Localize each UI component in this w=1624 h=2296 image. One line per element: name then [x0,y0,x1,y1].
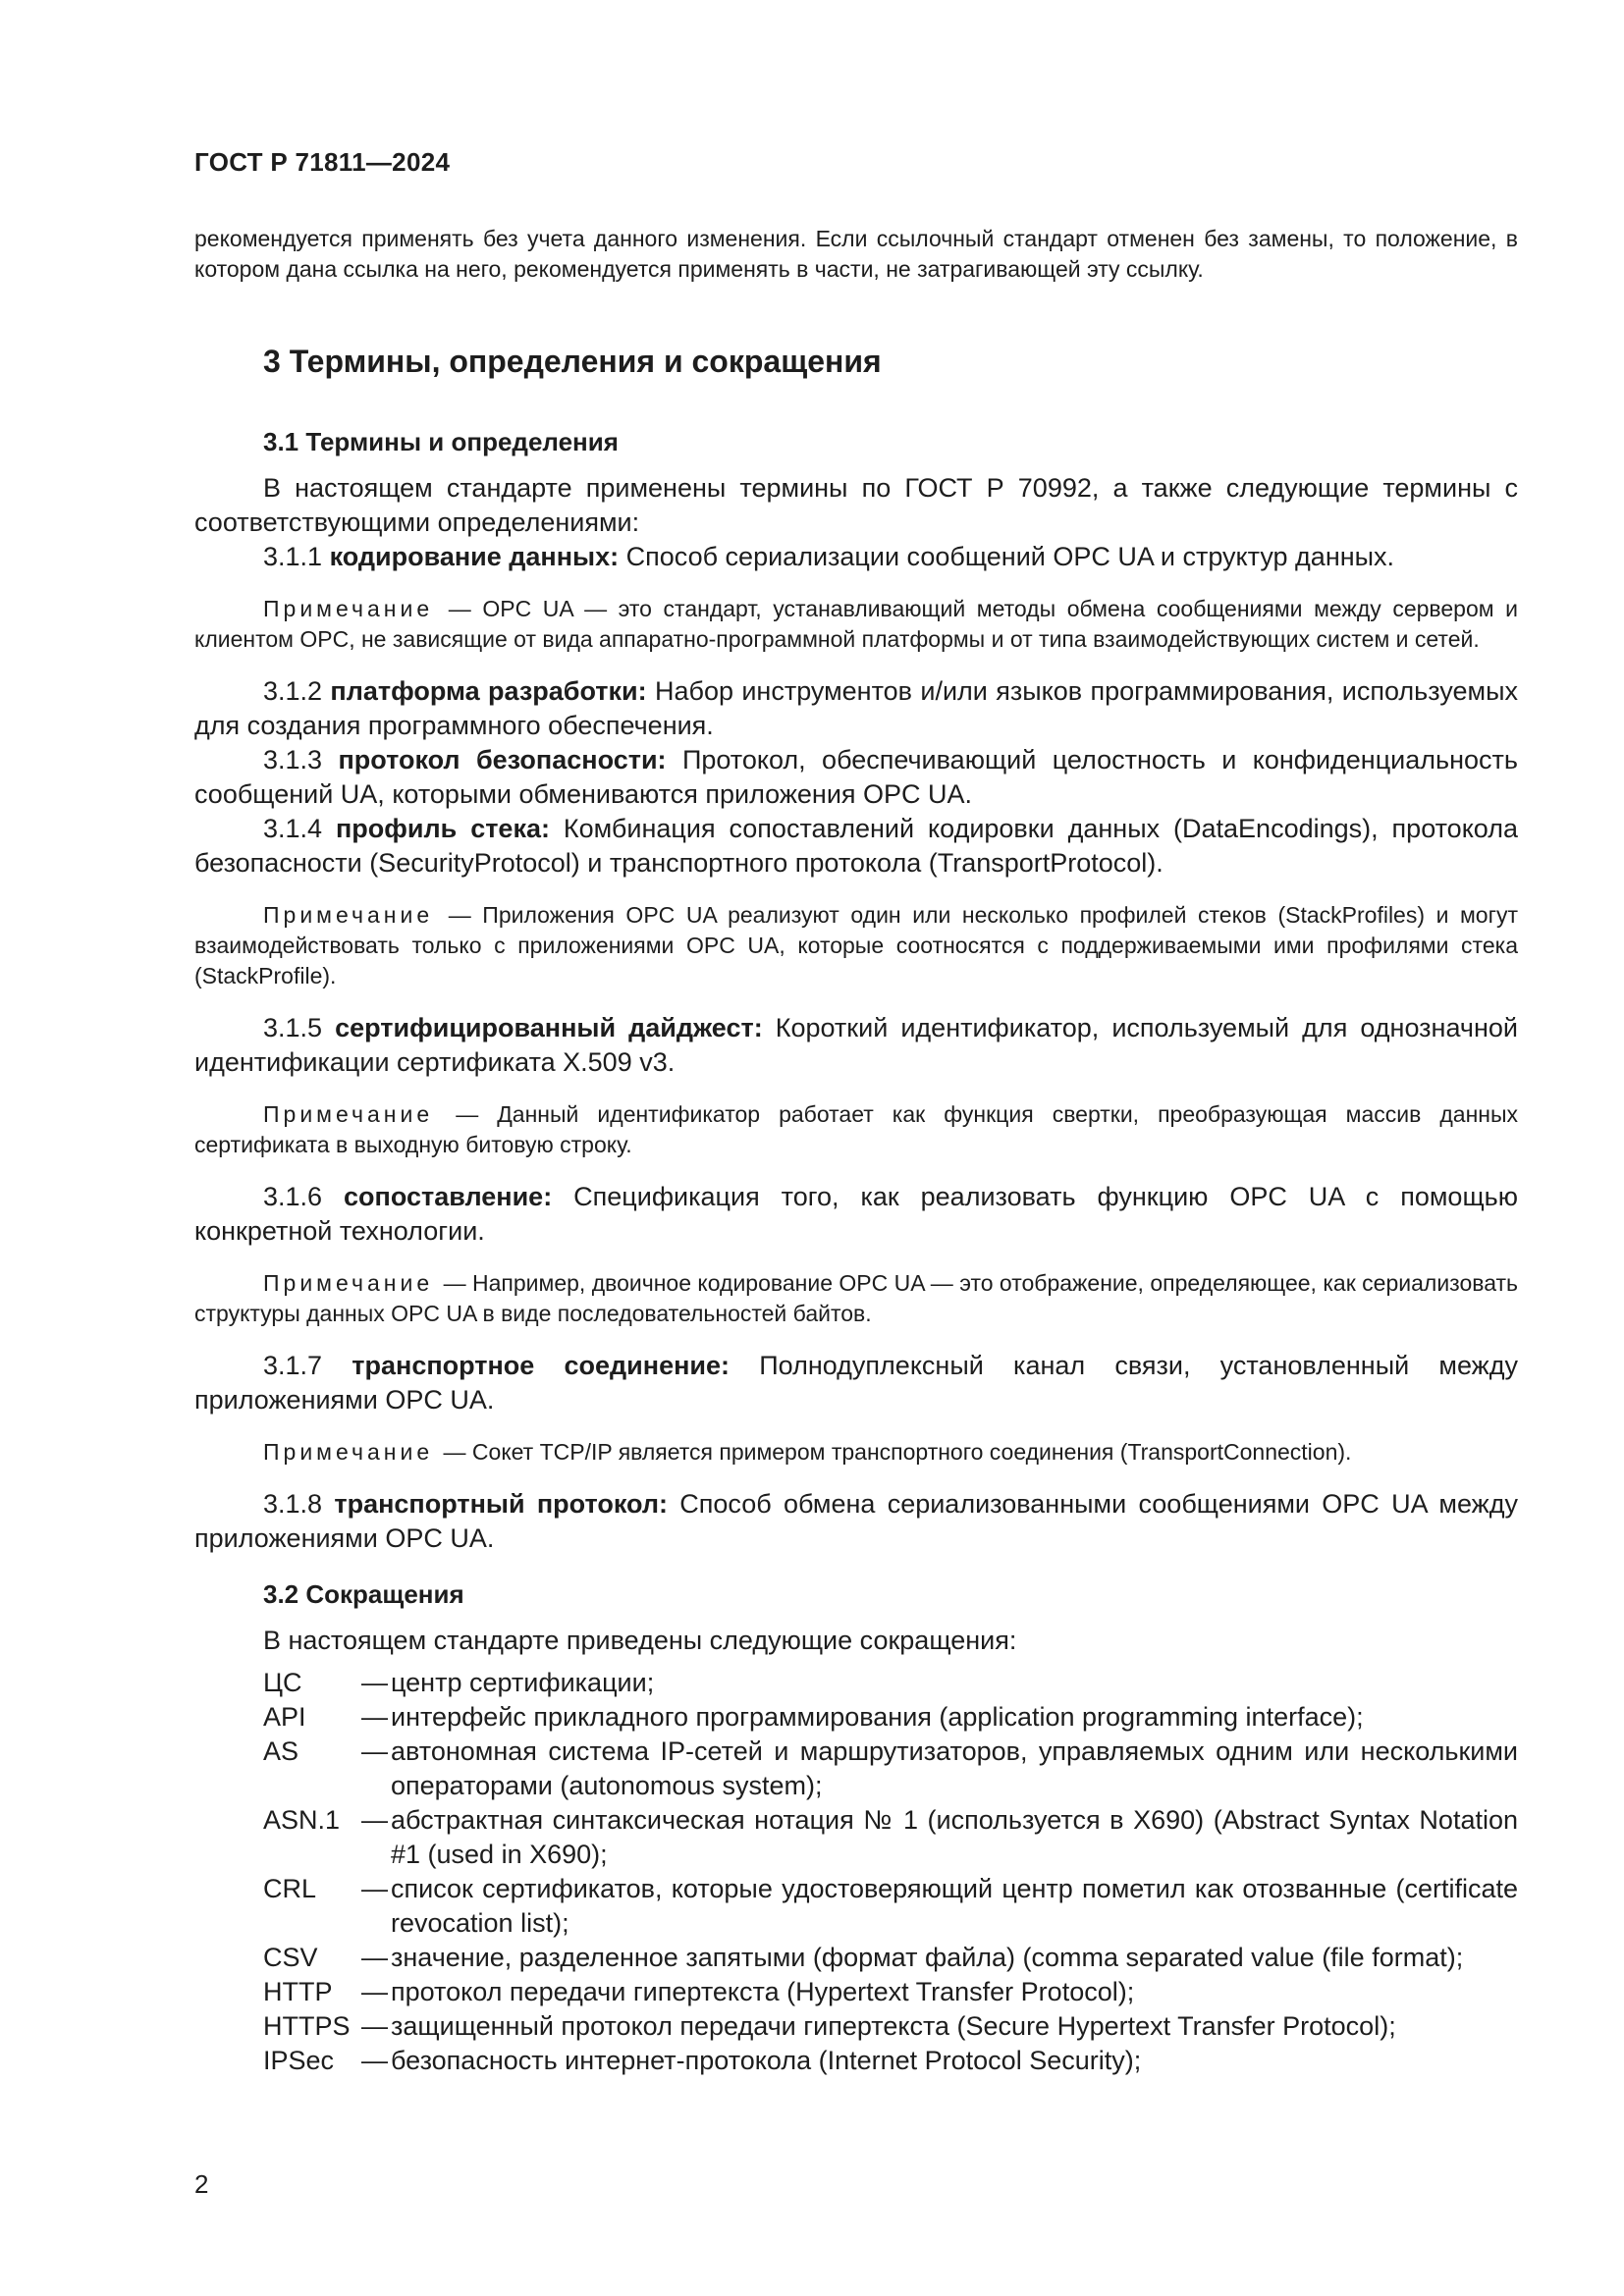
note-3-1-5 [194,1099,1518,1160]
abbreviations-list [263,1666,1518,2078]
abbreviation-definition: протокол передачи гипертекста (Hypertext Transfer Protocol); [391,1977,1135,2006]
abbreviation-dash: — [361,1736,388,1766]
term-name: профиль стека: [336,814,550,843]
term-definition: Способ сериализации сообщений OPC UA и структур данных. [625,542,1395,571]
note-dash: — [456,1101,479,1127]
abbreviation-row [263,2044,1518,2078]
note-dash: — [443,1270,466,1296]
abbreviation-row [263,1735,1518,1803]
note-3-1-1 [194,594,1518,655]
term-number: 3.1.8 [263,1489,323,1519]
abbreviation-key: AS [263,1736,299,1766]
term-number: 3.1.2 [263,676,323,706]
abbreviation-key: ЦС [263,1668,302,1697]
note-text: Например, двоичное кодирование OPC UA — это отображение, определяющее, как сериализовать структуры данных OPC UA в виде последовательностей байтов. [194,1270,1519,1326]
section-3-title: 3 Термины, определения и сокращения [263,344,882,379]
term-name: протокол безопасности: [338,745,667,774]
abbreviation-dash: — [361,1874,388,1903]
abbreviation-key: HTTP [263,1977,333,2006]
note-dash: — [448,596,471,621]
abbreviation-dash: — [361,2046,388,2075]
abbreviation-key: CSV [263,1943,318,1972]
note-3-1-7 [194,1437,1518,1468]
note-3-1-6 [194,1268,1518,1329]
term-3-1-6 [194,1180,1518,1249]
abbreviation-definition: центр сертификации; [391,1668,655,1697]
term-3-1-7 [194,1349,1518,1417]
term-number: 3.1.4 [263,814,323,843]
abbreviation-key: API [263,1702,306,1732]
term-number: 3.1.7 [263,1351,323,1380]
term-name: транспортное соединение: [352,1351,731,1380]
term-number: 3.1.5 [263,1013,323,1042]
note-label: Примечание [263,1270,434,1296]
abbreviation-dash: — [361,1668,388,1697]
term-3-1-2 [194,674,1518,743]
page-number: 2 [194,2169,209,2199]
term-name: сертифицированный дайджест: [335,1013,763,1042]
term-number: 3.1.6 [263,1182,323,1211]
term-3-1-8 [194,1487,1518,1556]
term-name: транспортный протокол: [334,1489,668,1519]
subsection-3-1-title: 3.1 Термины и определения [263,427,619,456]
abbreviation-row [263,1941,1518,1975]
abbreviation-definition: безопасность интернет-протокола (Internet Protocol Security); [391,2046,1142,2075]
term-definition: Спецификация того, как реализовать функцию OPC UA с помощью конкретной технологии. [194,1182,1518,1246]
term-definition: Короткий идентификатор, используемый для однозначной идентификации сертификата X.509 v3. [194,1013,1518,1077]
abbreviation-row [263,1872,1518,1941]
abbreviation-dash: — [361,1702,388,1732]
term-number: 3.1.1 [263,542,323,571]
abbreviation-definition: интерфейс прикладного программирования (application programming interface); [391,1702,1364,1732]
note-text: Сокет TCP/IP является примером транспортного соединения (TransportConnection). [471,1439,1352,1465]
abbreviation-dash: — [361,1805,388,1835]
abbreviation-dash: — [361,1977,388,2006]
section-3-content [194,427,1518,2078]
note-label: Примечание [263,1439,434,1465]
subsection-3-2-title: 3.2 Сокращения [263,1579,464,1609]
note-text: OPC UA — это стандарт, устанавливающий методы обмена сообщениями между сервером и клиентом OPC, не зависящие от вида аппаратно-программной платформы и от типа взаимодействующих систем и сетей. [194,596,1519,652]
abbreviations-lead: В настоящем стандарте приведены следующие сокращения: [263,1626,1017,1655]
note-label: Примечание [263,596,434,621]
abbreviation-key: HTTPS [263,2011,351,2041]
term-name: платформа разработки: [330,676,647,706]
term-definition: Комбинация сопоставлений кодировки данных (DataEncodings), протокола безопасности (SecurityProtocol) и транспортного протокола (TransportProtocol). [194,814,1519,878]
note-text: Приложения OPC UA реализуют один или несколько профилей стеков (StackProfiles) и могут взаимодействовать только с приложениями OPC UA, которые соотносятся с поддерживаемыми ими профилями стека (StackProfile). [194,902,1519,988]
note-dash: — [448,902,471,928]
term-definition: Полнодуплексный канал связи, установленный между приложениями OPC UA. [194,1351,1518,1415]
note-label: Примечание [263,902,434,928]
term-3-1-5 [194,1011,1518,1080]
term-3-1-3 [194,743,1518,812]
abbreviation-definition: абстрактная синтаксическая нотация № 1 (используется в X690) (Abstract Syntax Notation #1 (used in X690); [391,1805,1518,1869]
term-number: 3.1.3 [263,745,323,774]
abbreviation-key: CRL [263,1874,317,1903]
note-text: Данный идентификатор работает как функция свертки, преобразующая массив данных сертификата в выходную битовую строку. [194,1101,1519,1157]
abbreviation-dash: — [361,1943,388,1972]
term-definition: Набор инструментов и/или языков программирования, используемых для создания программного обеспечения. [194,676,1518,740]
abbreviation-row [263,2009,1518,2044]
term-definition: Протокол, обеспечивающий целостность и конфиденциальность сообщений UA, которыми обмениваются приложения OPC UA. [194,745,1518,809]
abbreviation-key: IPSec [263,2046,335,2075]
term-name: сопоставление: [344,1182,553,1211]
intro-paragraph: рекомендуется применять без учета данного изменения. Если ссылочный стандарт отменен без замены, то положение, в котором дана ссылка на него, рекомендуется применять в части, не затрагивающей эту ссылку. [194,226,1518,282]
abbreviation-definition: защищенный протокол передачи гипертекста (Secure Hypertext Transfer Protocol); [391,2011,1396,2041]
terms-lead: В настоящем стандарте применены термины по ГОСТ Р 70992, а также следующие термины с соответствующими определениями: [194,473,1518,537]
abbreviation-definition: автономная система IP-сетей и маршрутизаторов, управляемых одним или несколькими операторами (autonomous system); [391,1736,1518,1800]
abbreviation-key: ASN.1 [263,1805,341,1835]
term-3-1-4 [194,812,1518,881]
note-label: Примечание [263,1101,434,1127]
abbreviation-row [263,1700,1518,1735]
note-dash: — [443,1439,466,1465]
document-code: ГОСТ Р 71811—2024 [194,147,451,177]
abbreviation-row [263,1803,1518,1872]
abbreviation-row [263,1975,1518,2009]
term-name: кодирование данных: [329,542,620,571]
term-3-1-1 [194,540,1518,574]
note-3-1-4 [194,900,1518,991]
term-definition: Способ обмена сериализованными сообщениями OPC UA между приложениями OPC UA. [194,1489,1518,1553]
abbreviation-row [263,1666,1518,1700]
abbreviation-definition: значение, разделенное запятыми (формат файла) (comma separated value (file format); [391,1943,1464,1972]
abbreviation-definition: список сертификатов, которые удостоверяющий центр пометил как отозванные (certificate revocation list); [391,1874,1518,1938]
abbreviation-dash: — [361,2011,388,2041]
